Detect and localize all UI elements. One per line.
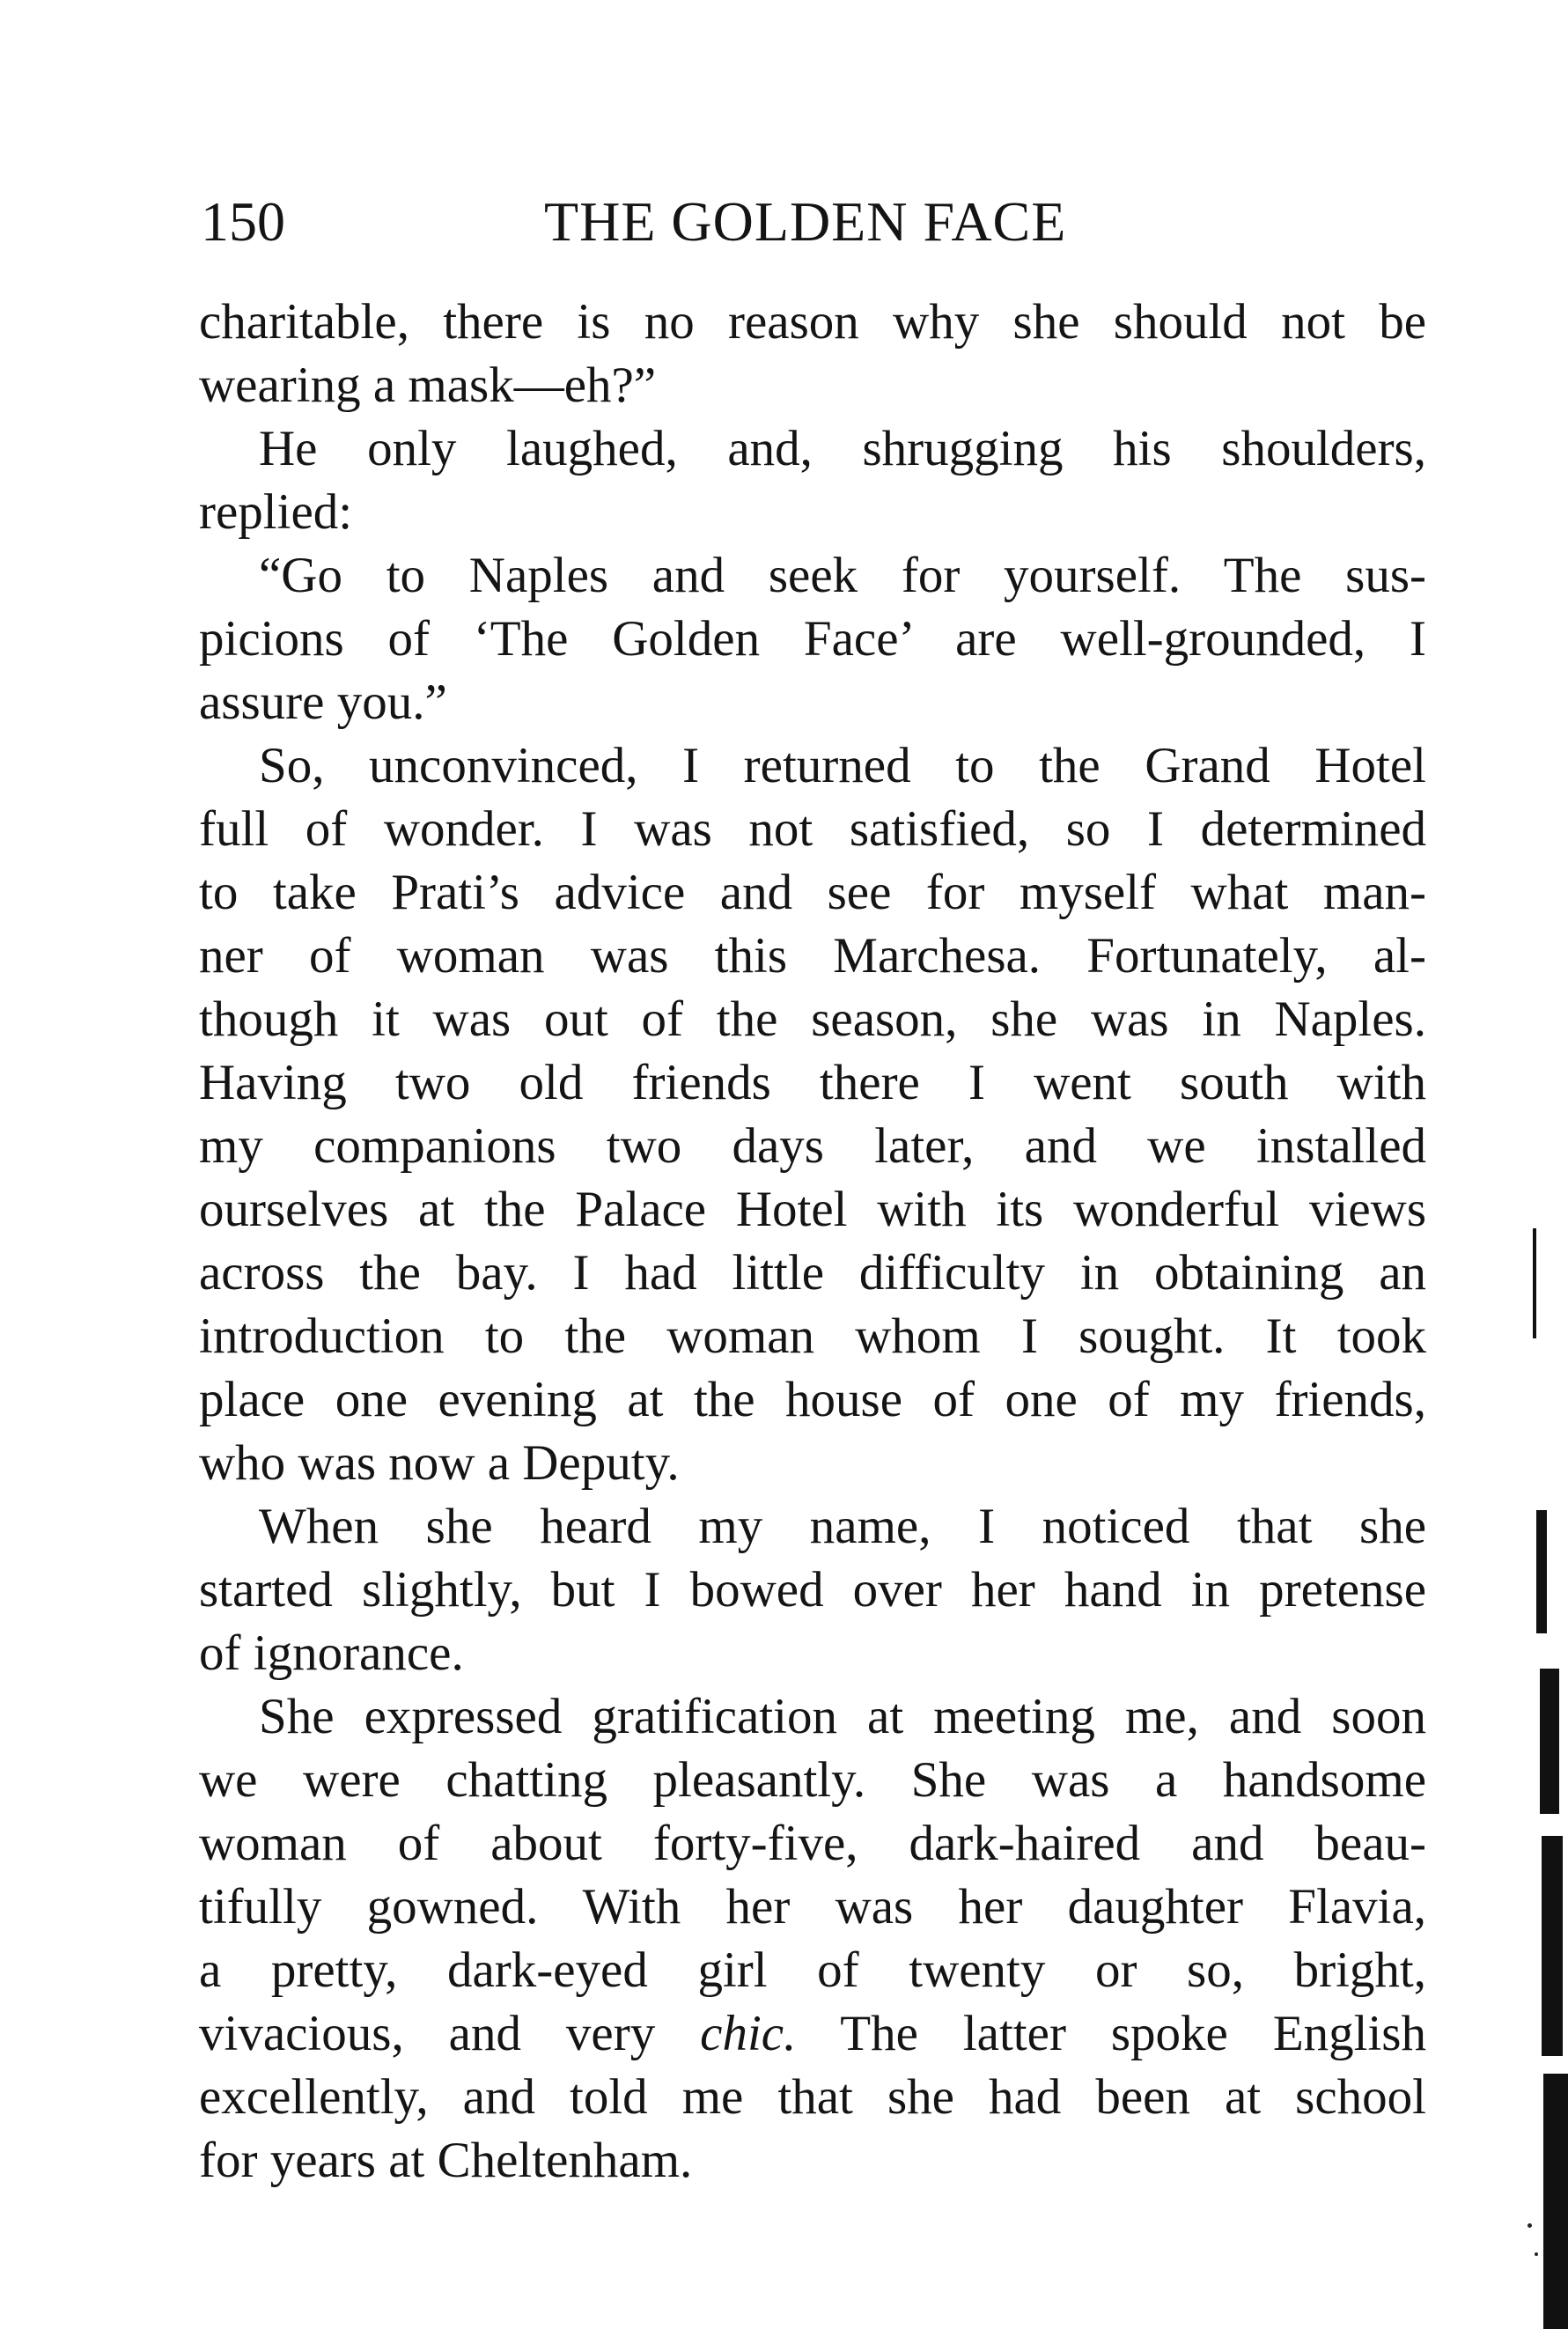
running-head	[201, 187, 1433, 257]
italic-word: chic.	[700, 2006, 797, 2061]
paragraph-start-line: He only laughed, and, shrugging his shoulders,	[259, 421, 1426, 476]
text-line: for years at Cheltenham.	[199, 2133, 693, 2188]
text-line: tifully gowned. With her was her daughter Flavia,	[199, 1879, 1426, 1935]
running-title: THE GOLDEN FACE	[544, 190, 1067, 253]
text-line: who was now a Deputy.	[199, 1435, 680, 1491]
paragraph-start-line: She expressed gratification at meeting me, and soon	[259, 1689, 1426, 1744]
page-number: 150	[201, 190, 285, 253]
paragraph-start-line: So, unconvinced, I returned to the Grand Hotel	[259, 738, 1426, 793]
paragraph-start-line: “Go to Naples and seek for yourself. The sus-	[259, 548, 1426, 603]
text-line: replied:	[199, 484, 353, 540]
text-line: ourselves at the Palace Hotel with its wonderful views	[199, 1182, 1426, 1237]
text-line: a pretty, dark-eyed girl of twenty or so, bright,	[199, 1942, 1426, 1998]
text-segment: vivacious, and very	[199, 2006, 701, 2061]
text-line: my companions two days later, and we installed	[199, 1118, 1426, 1174]
text-line: across the bay. I had little difficulty in obtaining an	[199, 1245, 1426, 1301]
text-line: picions of ‘The Golden Face’ are well-grounded, I	[199, 611, 1426, 667]
text-line-with-italic	[199, 2002, 1426, 2066]
text-line: of ignorance.	[199, 1625, 464, 1681]
text-line: excellently, and told me that she had been at school	[199, 2069, 1426, 2125]
text-line: wearing a mask—eh?”	[199, 357, 657, 413]
text-line: assure you.”	[199, 674, 447, 730]
paragraph-start-line: When she heard my name, I noticed that she	[259, 1499, 1426, 1554]
text-line: we were chatting pleasantly. She was a handsome	[199, 1752, 1426, 1808]
text-line: full of wonder. I was not satisfied, so I determined	[199, 801, 1426, 857]
text-line: Having two old friends there I went south with	[199, 1055, 1426, 1110]
body-text	[199, 291, 1426, 2193]
text-line: charitable, there is no reason why she should not be	[199, 294, 1426, 350]
text-line: place one evening at the house of one of my friends,	[199, 1372, 1426, 1427]
text-line: introduction to the woman whom I sought. It took	[199, 1308, 1426, 1364]
text-line: to take Prati’s advice and see for myself what man-	[199, 865, 1426, 920]
text-segment: The latter spoke English	[796, 2006, 1426, 2061]
text-line: started slightly, but I bowed over her hand in pretense	[199, 1562, 1426, 1618]
text-line: though it was out of the season, she was in Naples.	[199, 991, 1426, 1047]
text-line: ner of woman was this Marchesa. Fortunately, al-	[199, 928, 1426, 984]
scan-edge-shadow	[1528, 1228, 1568, 2329]
text-line: woman of about forty-five, dark-haired and beau-	[199, 1816, 1426, 1871]
